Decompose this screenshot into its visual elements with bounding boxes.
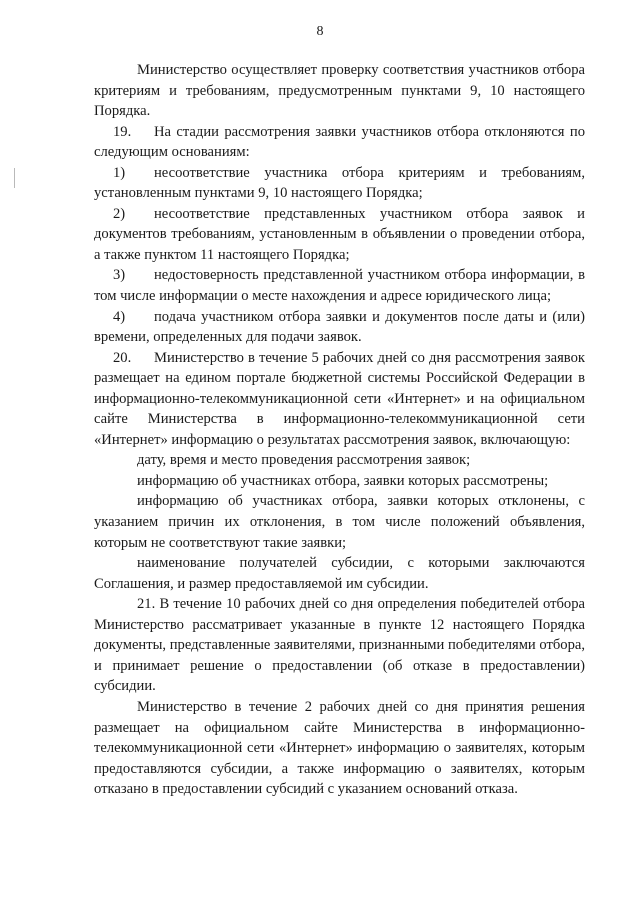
scan-artifact-line [14,168,15,188]
item-number: 20. [113,349,132,366]
paragraph: информацию об участниках отбора, заявки которых рассмотрены; [137,472,549,489]
page-number: 8 [316,24,324,39]
paragraph: дату, время и место проведения рассмотрения заявок; [137,452,471,469]
paragraph: Министерство осуществляет проверку соответствия участников отбора критериям и требованиям, предусмотренным пунктами 9, 10 настоящего Порядка. [94,62,585,120]
list-item: 1) несоответствие участника отбора критериям и требованиям, установленным пунктами 9, 10 настоящего Порядка; [94,164,585,202]
list-item: 2) несоответствие представленных участником отбора заявок и документов требованиям, установленным в объявлении о проведении отбора, а также пунктом 11 настоящего Порядка; [94,205,585,263]
item-number: 19. [113,123,132,140]
document-body [94,60,585,800]
numbered-paragraph: 20. Министерство в течение 5 рабочих дней со дня рассмотрения заявок размещает на едином портале бюджетной системы Российской Федерации в информационно-телекоммуникационной сети «Интернет» и на официальном сайте Министерства в информационно-телекоммуникационной сети «Интернет» информацию о результатах рассмотрения заявок, включающую: [94,349,585,448]
item-number: 3) [113,267,126,284]
list-item: 4) подача участником отбора заявки и документов после даты и (или) времени, определенных для подачи заявок. [94,308,585,346]
item-number: 4) [113,308,126,325]
paragraph: наименование получателей субсидии, с которыми заключаются Соглашения, и размер предоставляемой им субсидии. [94,555,585,592]
paragraph: 21. В течение 10 рабочих дней со дня определения победителей отбора Министерство рассматривает указанные в пункте 12 настоящего Порядка документы, представленные заявителями, признанными победителями отбора, и принимает решение о предоставлении (об отказе в предоставлении) субсидии. [94,596,586,695]
paragraph: информацию об участниках отбора, заявки которых отклонены, с указанием причин их отклонения, в том числе положений объявления, которым не соответствуют такие заявки; [94,493,585,551]
paragraph: Министерство в течение 2 рабочих дней со дня принятия решения размещает на официальном сайте Министерства в информационно-телекоммуникационной сети «Интернет» информацию о заявителях, которым предоставляются субсидии, а также информацию о заявителях, которым отказано в предоставлении субсидий с указанием оснований отказа. [94,698,585,798]
item-number: 2) [113,205,126,222]
list-item: 3) недостоверность представленной участником отбора информации, в том числе информации о месте нахождения и адресе юридического лица; [94,267,585,305]
item-number: 1) [113,164,126,181]
numbered-paragraph: 19. На стадии рассмотрения заявки участников отбора отклоняются по следующим основаниям: [94,123,585,161]
